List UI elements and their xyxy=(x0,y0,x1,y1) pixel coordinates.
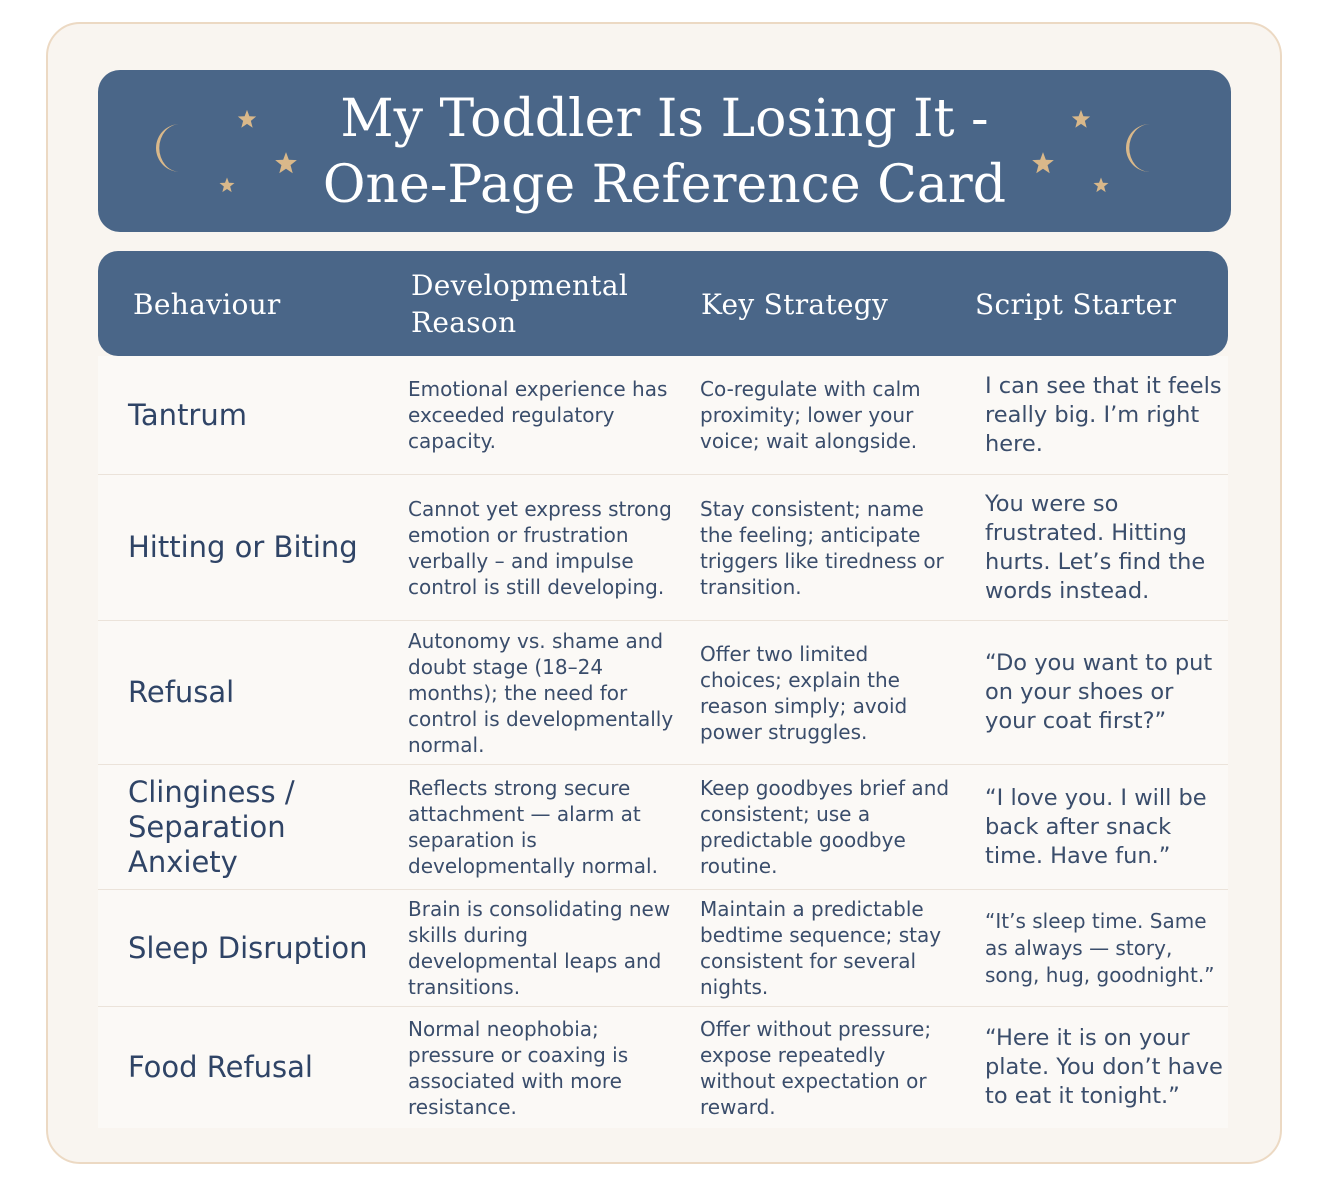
page-title xyxy=(98,86,1231,218)
strategy-cell: Co-regulate with calm proximity; lower your voice; wait alongside. xyxy=(700,377,921,453)
reason-cell: Reflects strong secure attachment — alarm at separation is developmentally normal. xyxy=(408,776,658,878)
strategy-cell: Maintain a predictable bedtime sequence; stay consistent for several nights. xyxy=(700,897,942,999)
table-row xyxy=(98,765,1228,890)
reason-cell: Cannot yet express strong emotion or frustration verbally – and impulse control is still developing. xyxy=(408,496,672,599)
strategy-cell: Offer without pressure; expose repeatedly without expectation or reward. xyxy=(700,1016,932,1119)
title-banner xyxy=(98,70,1231,232)
behaviour-cell: Hitting or Biting xyxy=(128,530,358,564)
title-line-2: One-Page Reference Card xyxy=(322,155,1007,215)
reason-cell: Normal neophobia; pressure or coaxing is associated with more resistance. xyxy=(408,1016,629,1119)
table-row xyxy=(98,621,1228,765)
table-row xyxy=(98,1007,1228,1128)
script-cell: “Here it is on your plate. You don’t have to eat it tonight.” xyxy=(985,1025,1223,1109)
reason-cell: Autonomy vs. shame and doubt stage (18–24 months); the need for control is developmentally normal. xyxy=(408,628,674,757)
strategy-cell: Stay consistent; name the feeling; anticipate triggers like tiredness or transition. xyxy=(700,496,944,599)
table-header xyxy=(98,251,1228,356)
header-reason-line-1: Developmental xyxy=(411,269,629,302)
header-reason-line-2: Reason xyxy=(411,306,517,339)
behaviour-cell: Sleep Disruption xyxy=(128,930,368,965)
title-line-1: My Toddler Is Losing It - xyxy=(340,89,989,149)
strategy-cell: Offer two limited choices; explain the reason simply; avoid power struggles. xyxy=(700,641,908,744)
behaviour-cell: Tantrum xyxy=(128,397,247,432)
table-row xyxy=(98,475,1228,621)
header-behaviour: Behaviour xyxy=(133,288,281,321)
behaviour-cell: Refusal xyxy=(128,675,235,709)
header-script-starter: Script Starter xyxy=(975,288,1177,321)
script-cell: “It’s sleep time. Same as always — story, song, hug, goodnight.” xyxy=(985,908,1215,987)
table-row xyxy=(98,356,1228,475)
script-cell: “I love you. I will be back after snack time. Have fun.” xyxy=(985,784,1207,869)
behaviour-cell: Clinginess / Separation Anxiety xyxy=(128,774,295,879)
header-key-strategy: Key Strategy xyxy=(701,288,889,321)
script-cell: “Do you want to put on your shoes or your coat first?” xyxy=(985,650,1213,734)
table-row xyxy=(98,890,1228,1007)
reason-cell: Emotional experience has exceeded regulatory capacity. xyxy=(408,377,668,453)
strategy-cell: Keep goodbyes brief and consistent; use a predictable goodbye routine. xyxy=(700,776,950,878)
script-cell: I can see that it feels really big. I’m right here. xyxy=(985,372,1222,457)
table-body xyxy=(98,356,1228,1128)
reason-cell: Brain is consolidating new skills during developmental leaps and transitions. xyxy=(408,897,671,999)
script-cell: You were so frustrated. Hitting hurts. Let’s find the words instead. xyxy=(985,490,1206,604)
behaviour-cell: Food Refusal xyxy=(128,1050,313,1084)
